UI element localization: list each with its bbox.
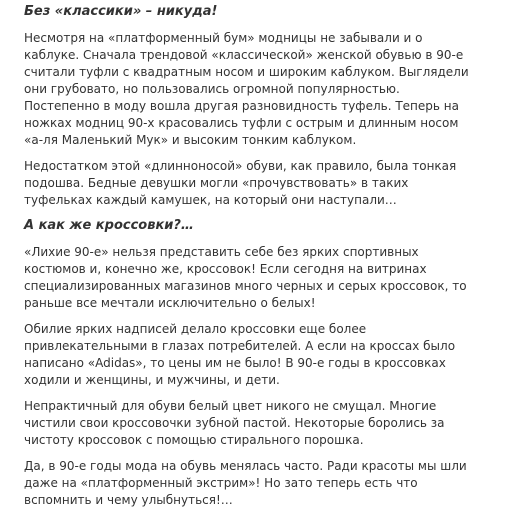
text-line: Непрактичный для обуви белый цвет никого не смущал. Многие: [24, 399, 437, 413]
section-heading-sneakers: А как же кроссовки?…: [24, 218, 194, 233]
paragraph-white-color: [24, 398, 504, 449]
text-line: Постепенно в моду вошла другая разновидность туфель. Теперь на: [24, 99, 459, 113]
text-line: написано «Adidas», то цены им не было! В 90-е годы в кроссовках: [24, 356, 446, 370]
text-line: Да, в 90-е годы мода на обувь менялась часто. Ради красоты мы шли: [24, 459, 467, 473]
text-line: Несмотря на «платформенный бум» модницы не забывали и о: [24, 31, 423, 45]
text-line: каблуке. Сначала трендовой «классической» женской обувью в 90-е: [24, 48, 464, 62]
text-line: Недостатком этой «длинноносой» обуви, как правило, была тонкая: [24, 159, 457, 173]
paragraph-thin-sole: [24, 158, 504, 209]
text-line: костюмов и, конечно же, кроссовок! Если сегодня на витринах: [24, 262, 427, 276]
text-line: они грубовато, но пользовались огромной популярностью.: [24, 82, 400, 96]
paragraph-heels: [24, 30, 504, 149]
text-line: раньше все мечтали исключительно о белых!: [24, 296, 316, 310]
paragraph-sport-suits: [24, 244, 504, 312]
text-line: чистили свои кроссовочки зубной пастой. Некоторые боролись за: [24, 416, 445, 430]
paragraph-bright-labels: [24, 321, 504, 389]
text-line: ножках модниц 90-х красовались туфли с острым и длинным носом: [24, 116, 459, 130]
text-line: подошва. Бедные девушки могли «прочувствовать» в таких: [24, 176, 409, 190]
text-line: специализированных магазинов много черных и серых кроссовок, то: [24, 279, 467, 293]
text-line: даже на «платформенный экстрим»! Но зато теперь есть что: [24, 476, 418, 490]
section-heading-classics: Без «классики» – никуда!: [24, 4, 218, 19]
text-line: чистоту кроссовок с помощью стирального порошка.: [24, 433, 364, 447]
text-line: привлекательными в глазах потребителей. А если на кроссах было: [24, 339, 456, 353]
text-line: считали туфли с квадратным носом и широким каблуком. Выглядели: [24, 65, 469, 79]
text-line: Обилие ярких надписей делало кроссовки еще более: [24, 322, 367, 336]
text-line: туфельках каждый камушек, на который они наступали…: [24, 193, 397, 207]
text-line: вспомнить и чему улыбнуться!…: [24, 493, 233, 507]
text-line: «Лихие 90-е» нельзя представить себе без ярких спортивных: [24, 245, 419, 259]
text-line: ходили и женщины, и мужчины, и дети.: [24, 373, 280, 387]
text-line: «а-ля Маленький Мук» и высоким тонким каблуком.: [24, 133, 357, 147]
paragraph-fashion-changed: [24, 458, 504, 509]
